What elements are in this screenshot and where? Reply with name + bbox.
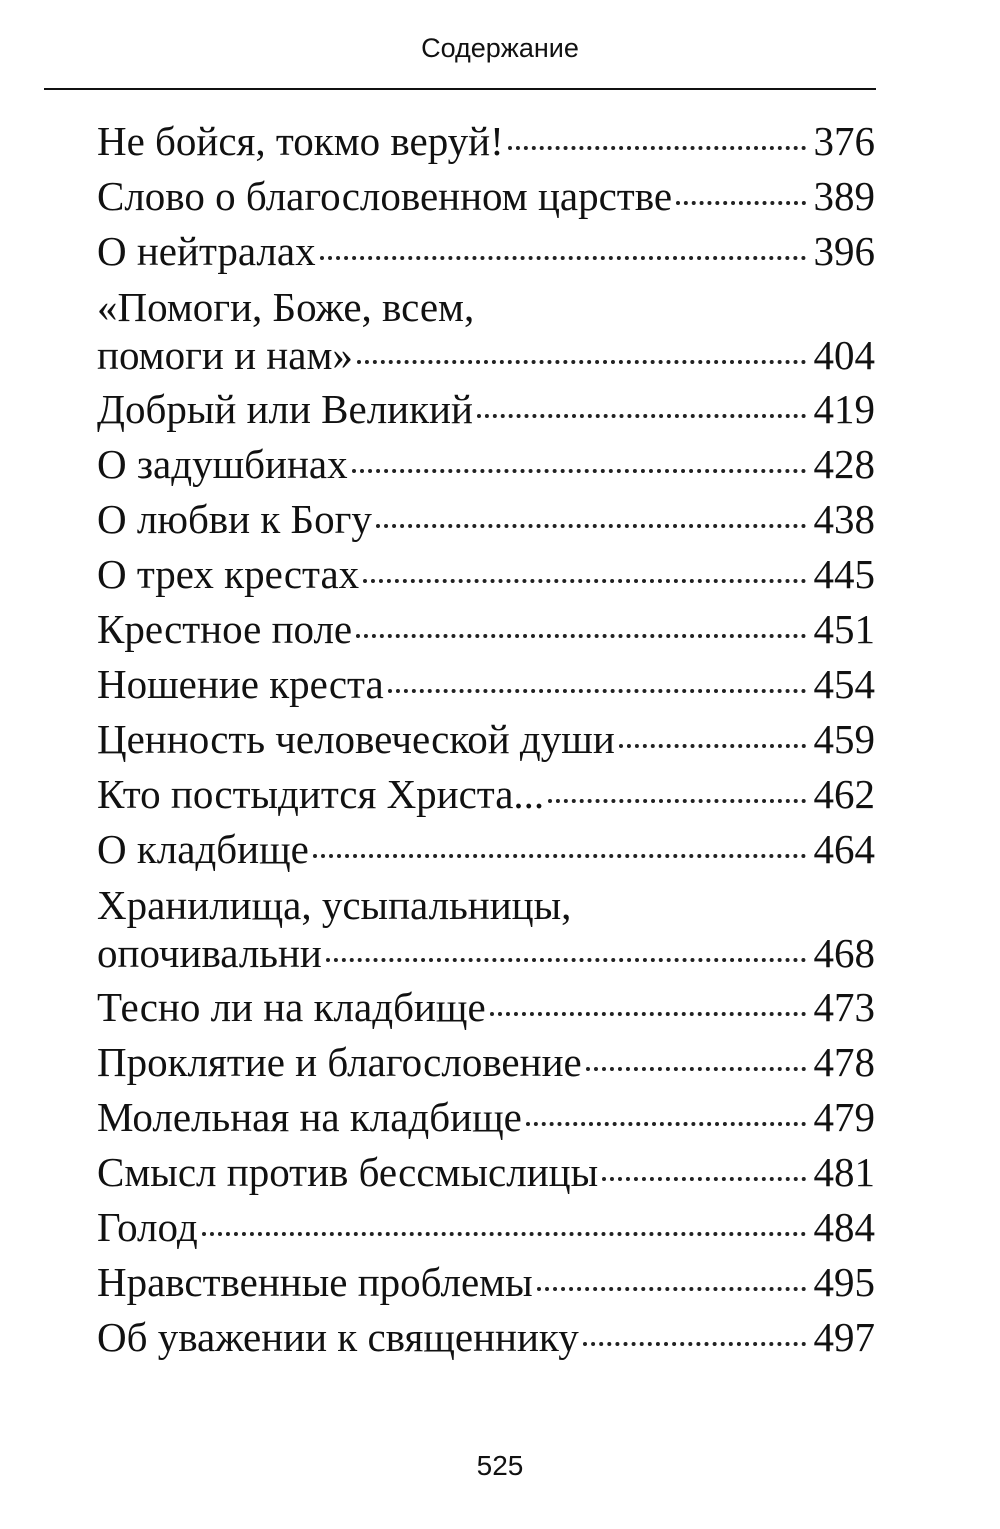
dot-leader (508, 146, 806, 150)
dot-leader (586, 1067, 806, 1071)
toc-entry-page: 438 (813, 496, 875, 542)
toc-entry (97, 1255, 875, 1310)
dot-leader (526, 1122, 806, 1126)
dot-leader (376, 524, 806, 528)
toc-entry (97, 712, 875, 767)
dot-leader (676, 201, 805, 205)
toc-entry-title: О кладбище (97, 826, 309, 872)
toc-entry (97, 382, 875, 437)
toc-entry (97, 657, 875, 712)
toc-entry-page: 497 (813, 1314, 875, 1360)
toc-entry (97, 492, 875, 547)
dot-leader (313, 854, 806, 858)
toc-entry-title: Молельная на кладбище (97, 1094, 522, 1140)
dot-leader (363, 579, 805, 583)
dot-leader (602, 1177, 805, 1181)
dot-leader (357, 360, 806, 364)
toc-entry (97, 1035, 875, 1090)
toc-entry-title: Тесно ли на кладбище (97, 984, 486, 1030)
toc-entry-page: 389 (813, 173, 875, 219)
table-of-contents (97, 114, 875, 1365)
toc-entry-page: 428 (813, 441, 875, 487)
toc-entry-page: 454 (813, 661, 875, 707)
toc-entry-title: Об уважении к священнику (97, 1314, 579, 1360)
dot-leader (619, 744, 806, 748)
toc-entry-title: Нравственные проблемы (97, 1259, 533, 1305)
toc-entry-title: О нейтралах (97, 228, 316, 274)
dot-leader (548, 799, 805, 803)
dot-leader (320, 256, 806, 260)
toc-entry-page: 464 (813, 826, 875, 872)
toc-entry-title: Слово о благословенном царстве (97, 173, 673, 219)
toc-entry (97, 279, 875, 382)
toc-entry-title: Проклятие и благословение (97, 1039, 582, 1085)
toc-entry-title-line1: Хранилища, усыпальницы, (97, 882, 572, 928)
toc-entry-page: 404 (813, 332, 875, 378)
toc-entry (97, 1145, 875, 1200)
dot-leader (477, 414, 806, 418)
toc-entry (97, 437, 875, 492)
dot-leader (202, 1232, 806, 1236)
toc-entry-page: 459 (813, 716, 875, 762)
running-header: Содержание (421, 33, 579, 63)
toc-entry-title-line1: «Помоги, Боже, всем, (97, 284, 475, 330)
toc-entry (97, 1200, 875, 1255)
toc-entry-page: 495 (813, 1259, 875, 1305)
toc-entry-title: опочивальни (97, 930, 322, 976)
dot-leader (490, 1012, 806, 1016)
toc-entry-page: 376 (813, 118, 875, 164)
toc-entry (97, 224, 875, 279)
toc-entry-page: 479 (813, 1094, 875, 1140)
toc-entry-title: Добрый или Великий (97, 386, 473, 432)
toc-entry (97, 822, 875, 877)
toc-entry (97, 1090, 875, 1145)
toc-entry (97, 877, 875, 980)
toc-entry-title: Крестное поле (97, 606, 353, 652)
toc-entry-title: Не бойся, токмо веруй! (97, 118, 504, 164)
toc-entry-title: О трех крестах (97, 551, 360, 597)
toc-entry-page: 396 (813, 228, 875, 274)
toc-entry-page: 445 (813, 551, 875, 597)
toc-entry-page: 473 (813, 984, 875, 1030)
toc-entry-title: О любви к Богу (97, 496, 372, 542)
toc-entry (97, 767, 875, 822)
toc-entry-title: О задушбинах (97, 441, 348, 487)
dot-leader (388, 689, 806, 693)
toc-entry-page: 468 (813, 930, 875, 976)
page-number: 525 (476, 1450, 524, 1481)
toc-entry-page: 462 (813, 771, 875, 817)
toc-entry-title: Смысл против бессмыслицы (97, 1149, 599, 1195)
toc-entry (97, 169, 875, 224)
toc-entry-page: 451 (813, 606, 875, 652)
toc-entry-title: Ценность человеческой души (97, 716, 615, 762)
toc-entry-title: Голод (97, 1204, 198, 1250)
toc-entry-page: 481 (813, 1149, 875, 1195)
dot-leader (326, 958, 806, 962)
toc-entry (97, 602, 875, 657)
toc-entry-page: 478 (813, 1039, 875, 1085)
toc-entry-page: 484 (813, 1204, 875, 1250)
toc-entry-title: Ношение креста (97, 661, 384, 707)
toc-entry (97, 114, 875, 169)
toc-entry (97, 1310, 875, 1365)
header-rule (44, 88, 876, 90)
dot-leader (356, 634, 805, 638)
dot-leader (352, 469, 806, 473)
toc-entry (97, 980, 875, 1035)
toc-entry-page: 419 (813, 386, 875, 432)
toc-entry-title: помоги и нам» (97, 332, 353, 378)
toc-entry-title: Кто постыдится Христа... (97, 771, 545, 817)
toc-entry (97, 547, 875, 602)
dot-leader (583, 1342, 806, 1346)
dot-leader (537, 1287, 806, 1291)
